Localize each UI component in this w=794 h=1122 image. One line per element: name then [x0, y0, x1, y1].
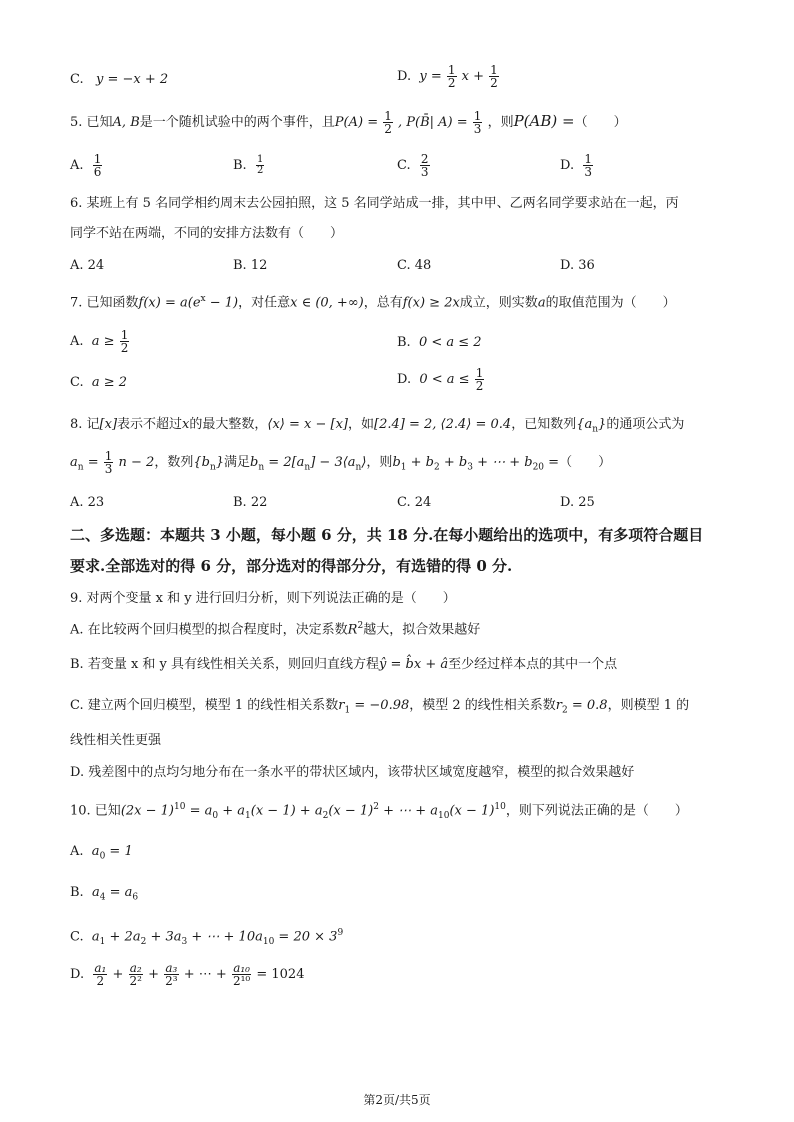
q6-option-d: D. 36	[560, 258, 595, 273]
q6-option-a: A. 24	[70, 258, 105, 273]
question-5-stem: 5. 已知A, B是一个随机试验中的两个事件，且P(A) = $\frac{1}{2}$ , P(B̄| A) = $\frac{1}{3}$ ，则P(AB) =（ ）	[70, 109, 627, 136]
q10-option-a: A. $a_0 = 1$	[70, 844, 133, 862]
q4-option-d: D. y = $\frac{1}{2}$ x + $\frac{1}{2}$	[397, 63, 498, 90]
q9-option-c-line-2: 线性相关性更强	[70, 733, 162, 748]
q9-option-d: D. 残差图中的点均匀地分布在一条水平的带状区域内，该带状区域宽度越窄，模型的拟合效果越好	[70, 765, 635, 780]
q7-option-c: C. a ≥ 2	[70, 375, 128, 390]
q5-option-b: B. $\frac{1}{2}$	[233, 154, 264, 176]
q6-option-b: B. 12	[233, 258, 268, 273]
question-7-stem: 7. 已知函数$f(x) = a(e^x - 1)$，对任意x ∈ (0, +∞)，总有f(x) ≥ 2x成立，则实数a的取值范围为（ ）	[70, 294, 676, 311]
q9-option-b: B. 若变量 x 和 y 具有线性相关关系，则回归直线方程ŷ = b̂x + â至少经过样本点的其中一个点	[70, 657, 618, 672]
q10-option-b: B. $a_4 = a_6$	[70, 885, 139, 903]
q7-option-b: B. 0 < a ≤ 2	[397, 335, 482, 350]
q10-option-c: C. $a_1 + 2a_2 + 3a_3$ + ⋯ + $10a_{10} = 20 \times 3^9$	[70, 928, 344, 947]
q4-option-c: C. y = −x + 2	[70, 72, 169, 87]
section-2-heading-line-1: 二、多选题：本题共 3 小题，每小题 6 分，共 18 分.在每小题给出的选项中，有多项符合题目	[70, 526, 704, 544]
q9-option-c: C. 建立两个回归模型，模型 1 的线性相关系数$r_1 = -0.98$，模型 2 的线性相关系数$r_2 = 0.8$，则模型 1 的	[70, 698, 690, 716]
q5-option-a: A. $\frac{1}{6}$	[70, 152, 102, 179]
q8-option-c: C. 24	[397, 495, 432, 510]
q8-option-d: D. 25	[560, 495, 595, 510]
question-8-line-1: 8. 记[x]表示不超过x的最大整数，⟨x⟩ = x − [x]，如[2.4] = 2, ⟨2.4⟩ = 0.4，已知数列$\{a_n\}$的通项公式为	[70, 417, 685, 435]
question-9-stem: 9. 对两个变量 x 和 y 进行回归分析，则下列说法正确的是（ ）	[70, 591, 456, 606]
q5-option-d: D. $\frac{1}{3}$	[560, 152, 592, 179]
section-2-heading-line-2: 要求.全部选对的得 6 分，部分选对的得部分分，有选错的得 0 分.	[70, 557, 513, 575]
q5-option-c: C. $\frac{2}{3}$	[397, 152, 429, 179]
q10-option-d: D. $\frac{\text{a₁}}{2}$ + $\frac{\text{a₂}}{\text{2²}}$ + $\frac{\text{a₃}}{\text{2³}}$ + ⋯ + $\frac{\text{a₁₀}}{\text{2¹⁰}}$ = 1024	[70, 961, 305, 988]
q8-option-a: A. 23	[70, 495, 105, 510]
q6-option-c: C. 48	[397, 258, 432, 273]
page-number: 第2页/共5页	[363, 1093, 431, 1107]
q8-option-b: B. 22	[233, 495, 268, 510]
question-8-line-2: $a_n$ = $\frac{1}{3}$ n − 2，数列$\{b_n\}$满足$b_n = 2[a_n]$ − $3⟨a_n⟩$，则$b_1 + b_2 + b_3$ + ⋯ + $b_{20}$ =（ ）	[70, 449, 612, 476]
q7-option-d: D. 0 < a ≤ $\frac{1}{2}$	[397, 366, 484, 393]
q9-option-a: A. 在比较两个回归模型的拟合程度时，决定系数$R^2$越大，拟合效果越好	[70, 621, 481, 638]
question-10-stem: 10. 已知$(2x - 1)^{10} = a_0 + a_1(x - 1) + a_2(x - 1)^2$ + ⋯ + $a_{10}(x - 1)^{10}$，则下列说法正确的是（ ）	[70, 802, 688, 821]
question-6-line-2: 同学不站在两端，不同的安排方法数有（ ）	[70, 226, 344, 241]
q7-option-a: A. a ≥ $\frac{1}{2}$	[70, 328, 129, 355]
question-6-line-1: 6. 某班上有 5 名同学相约周末去公园拍照，这 5 名同学站成一排，其中甲、乙两名同学要求站在一起，丙	[70, 196, 679, 211]
